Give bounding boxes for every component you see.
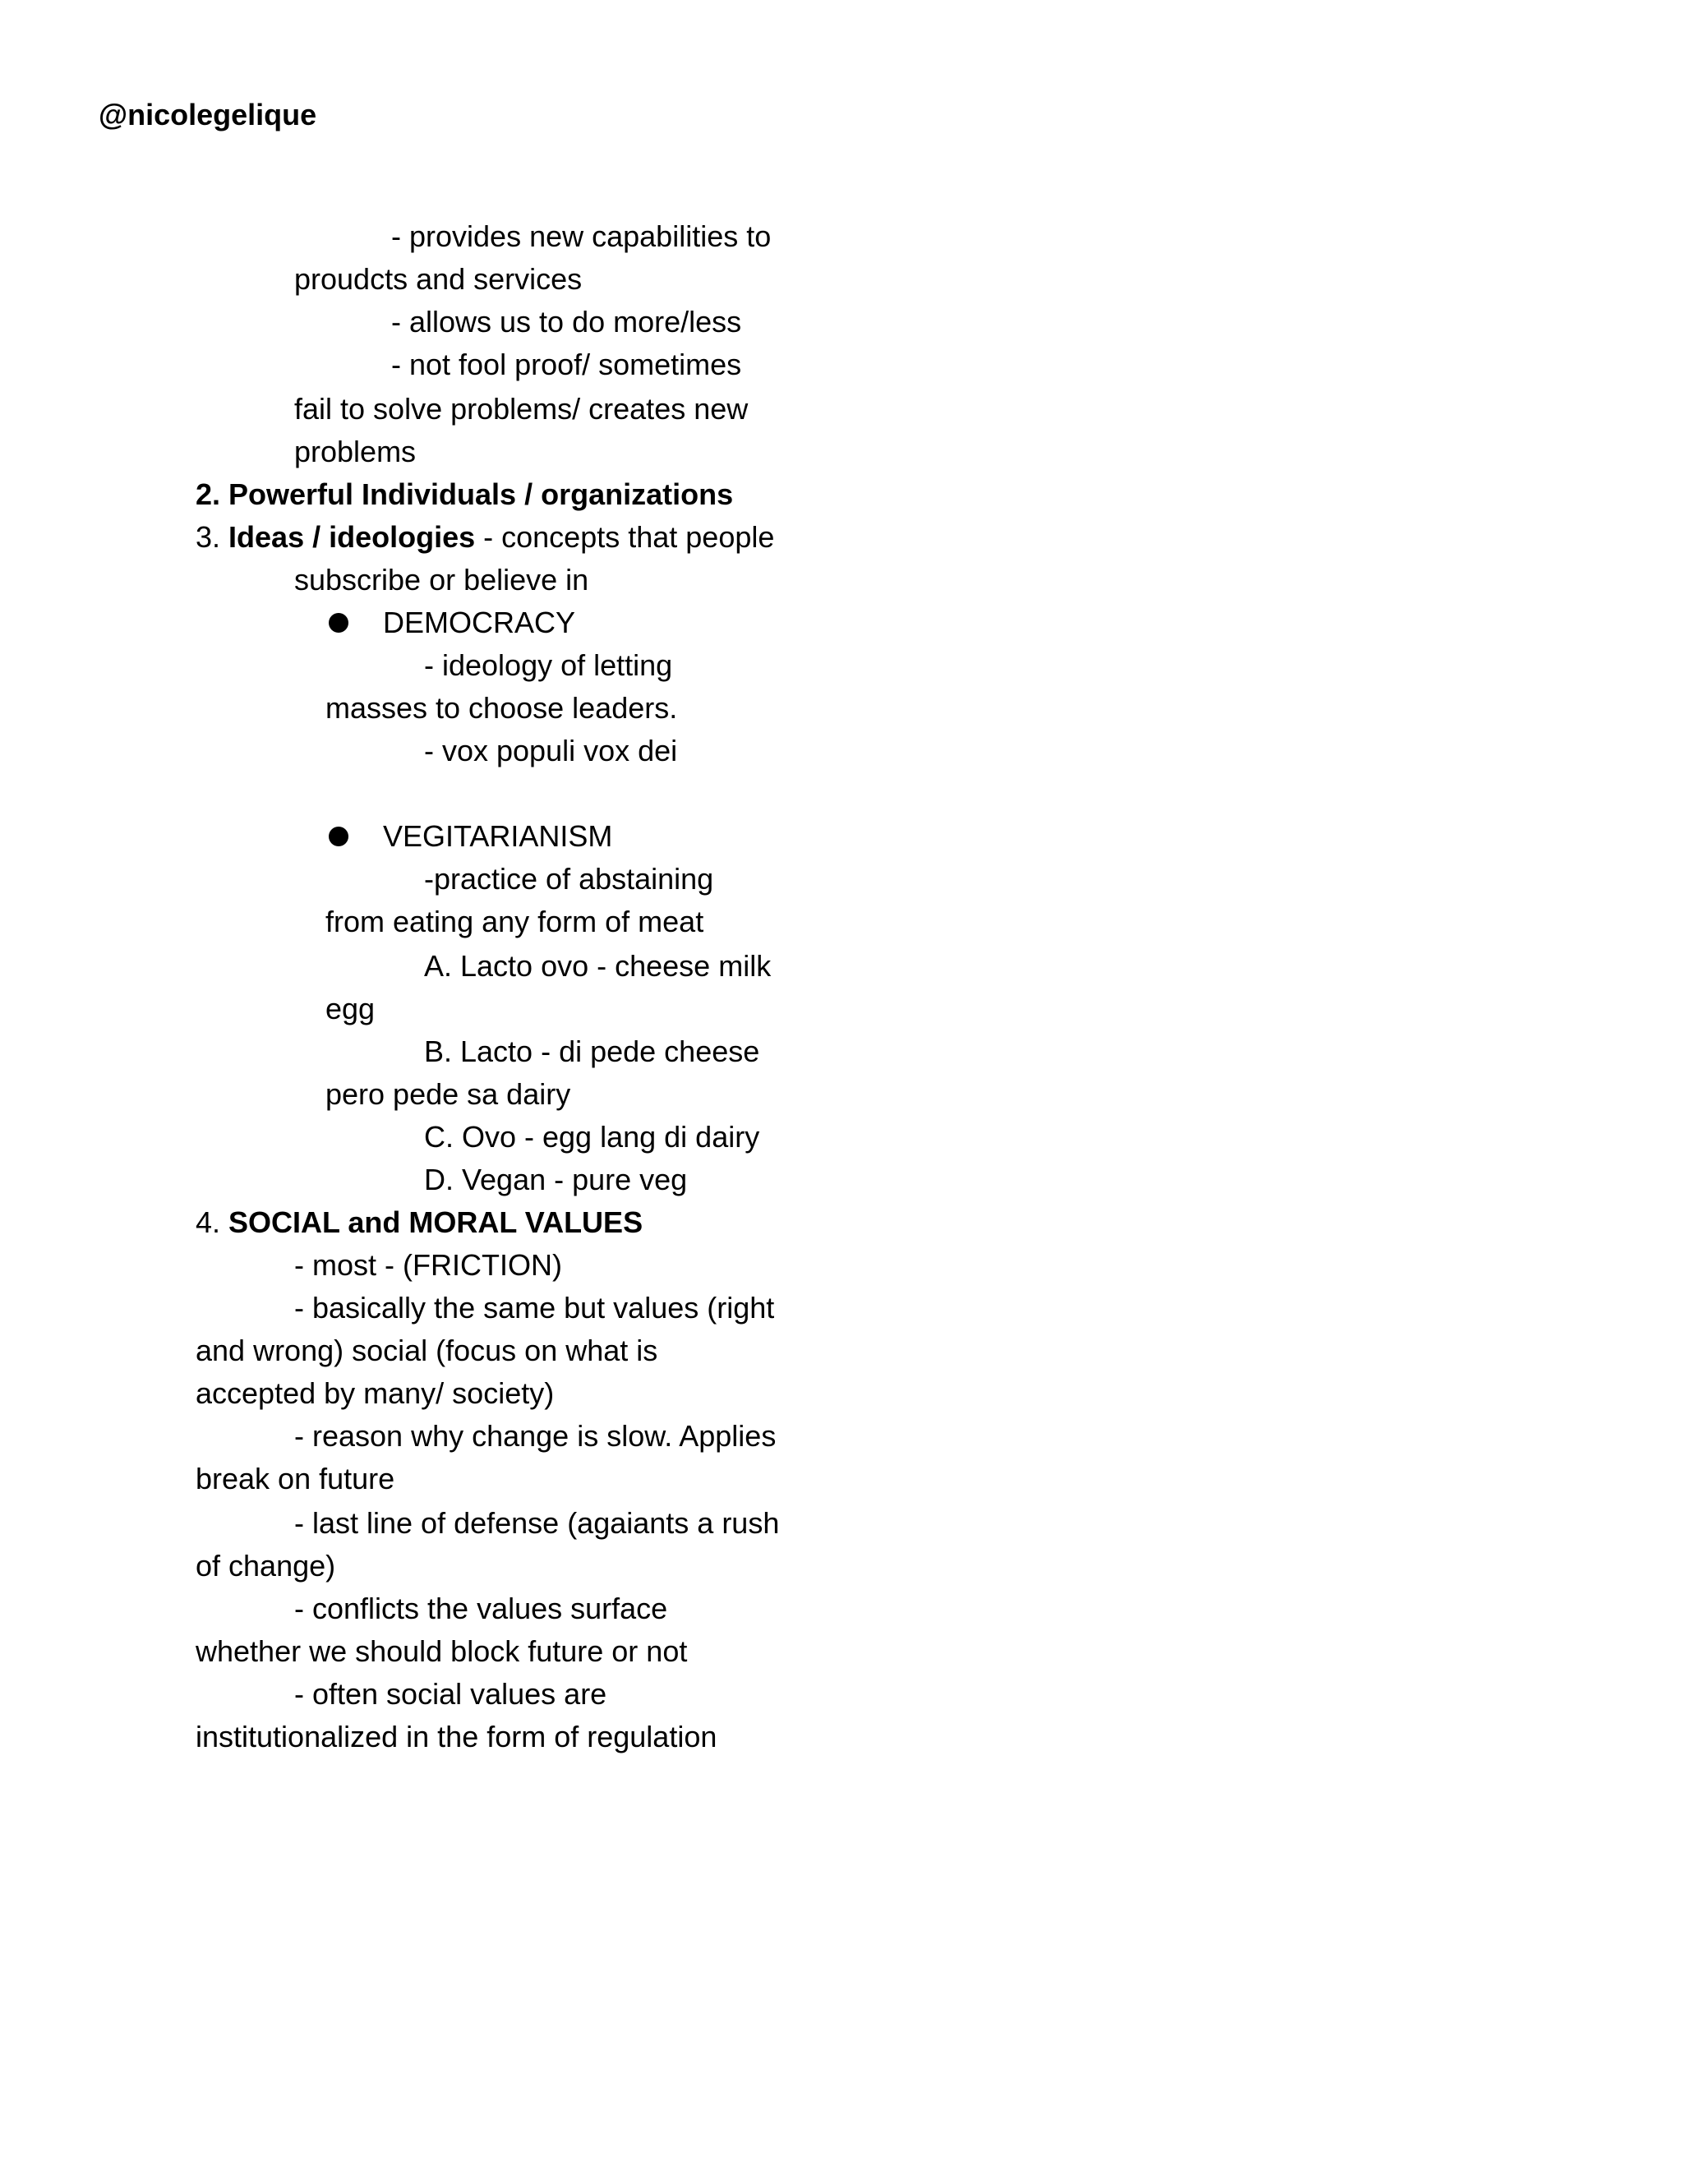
bullet-icon xyxy=(329,613,348,633)
list-item: C. Ovo - egg lang di dairy xyxy=(424,1120,760,1154)
text-line: whether we should block future or not xyxy=(196,1634,688,1668)
section-number: 4. xyxy=(196,1205,221,1239)
text-line: - allows us to do more/less xyxy=(391,305,742,339)
text-line: fail to solve problems/ creates new xyxy=(294,392,749,426)
text-line: - often social values are xyxy=(294,1677,607,1711)
text-line: - not fool proof/ sometimes xyxy=(391,348,742,381)
section-title: SOCIAL and MORAL VALUES xyxy=(228,1205,643,1239)
section-number: 3. xyxy=(196,520,221,554)
text-line: problems xyxy=(294,435,417,468)
text-line: break on future xyxy=(196,1462,395,1495)
text-line: - last line of defense (agaiants a rush xyxy=(294,1506,780,1540)
text-line: pero pede sa dairy xyxy=(325,1077,571,1111)
section-heading: 2. Powerful Individuals / organizations xyxy=(196,477,734,511)
text-line: - basically the same but values (right xyxy=(294,1291,775,1325)
list-item: D. Vegan - pure veg xyxy=(424,1163,688,1196)
text-line: - conflicts the values surface xyxy=(294,1592,668,1625)
text-line: - ideology of letting xyxy=(424,648,673,682)
section-heading xyxy=(196,519,774,555)
text-line: subscribe or believe in xyxy=(294,563,589,597)
list-item: A. Lacto ovo - cheese milk xyxy=(424,949,772,983)
bullet-item: DEMOCRACY xyxy=(383,606,576,639)
text-line: masses to choose leaders. xyxy=(325,691,678,725)
list-item: B. Lacto - di pede cheese xyxy=(424,1034,760,1068)
text-line: accepted by many/ society) xyxy=(196,1376,555,1410)
text-line: institutionalized in the form of regulation xyxy=(196,1720,717,1753)
text-line: - most - (FRICTION) xyxy=(294,1248,562,1282)
text-line: from eating any form of meat xyxy=(325,905,704,938)
author-handle: @nicolegelique xyxy=(99,98,317,131)
section-title: Ideas / ideologies xyxy=(228,520,476,554)
text-line: and wrong) social (focus on what is xyxy=(196,1334,658,1367)
text-line: - provides new capabilities to xyxy=(391,219,772,253)
text-line: - vox populi vox dei xyxy=(424,734,678,767)
text-line: egg xyxy=(325,992,376,1025)
text-line: of change) xyxy=(196,1549,336,1583)
section-description: - concepts that people xyxy=(475,520,775,554)
text-line: - reason why change is slow. Applies xyxy=(294,1419,777,1453)
bullet-icon xyxy=(329,827,348,846)
text-line: -practice of abstaining xyxy=(424,862,714,896)
text-line: proudcts and services xyxy=(294,262,583,296)
section-heading xyxy=(196,1205,643,1241)
bullet-item: VEGITARIANISM xyxy=(383,819,613,853)
